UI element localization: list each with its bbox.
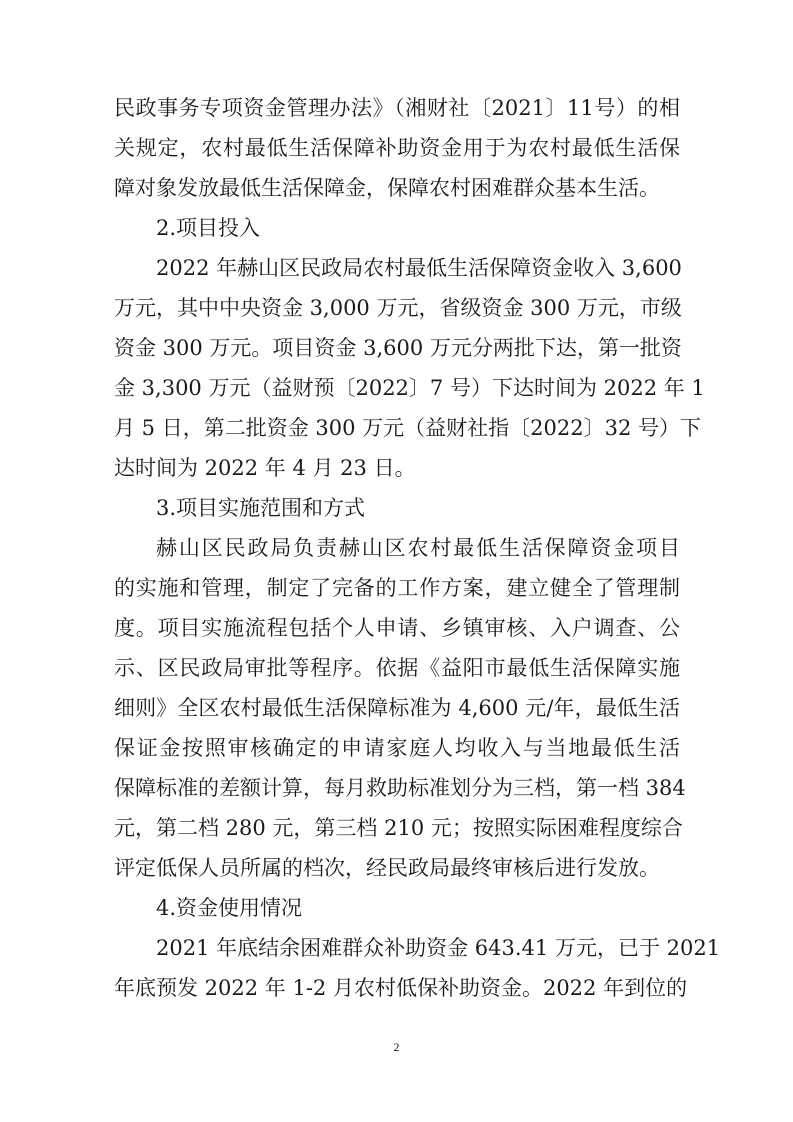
text-line: 资金 300 万元。项目资金 3,600 万元分两批下达，第一批资 bbox=[114, 336, 682, 360]
text-line: 赫山区民政局负责赫山区农村最低生活保障资金项目 bbox=[156, 536, 680, 560]
text-line: 月 5 日，第二批资金 300 万元（益财社指〔2022〕32 号）下 bbox=[114, 416, 701, 440]
text-line: 达时间为 2022 年 4 月 23 日。 bbox=[114, 456, 416, 480]
text-line: 金 3,300 万元（益财预〔2022〕7 号）下达时间为 2022 年 1 bbox=[114, 376, 705, 400]
text-line: 元，第二档 280 元，第三档 210 元；按照实际困难程度综合 bbox=[114, 816, 683, 840]
text-line: 保障标准的差额计算，每月救助标准划分为三档，第一档 384 bbox=[114, 776, 686, 800]
text-line: 2021 年底结余困难群众补助资金 643.41 万元，已于 2021 bbox=[156, 936, 721, 960]
heading-text: 2.项目投入 bbox=[156, 216, 261, 240]
text-line: 关规定，农村最低生活保障补助资金用于为农村最低生活保 bbox=[114, 136, 680, 160]
text-line: 的实施和管理，制定了完备的工作方案，建立健全了管理制 bbox=[114, 576, 680, 600]
text-line: 万元，其中中央资金 3,000 万元，省级资金 300 万元，市级 bbox=[114, 296, 682, 320]
paragraph bbox=[114, 928, 721, 1008]
paragraph bbox=[114, 248, 705, 488]
section-heading bbox=[114, 208, 680, 248]
page-number: 2 bbox=[393, 1040, 400, 1054]
paragraph bbox=[114, 88, 680, 208]
paragraph bbox=[114, 528, 686, 888]
text-line: 2022 年赫山区民政局农村最低生活保障资金收入 3,600 bbox=[156, 256, 682, 280]
text-line: 年底预发 2022 年 1-2 月农村低保补助资金。2022 年到位的 bbox=[114, 976, 688, 1000]
text-line: 障对象发放最低生活保障金，保障农村困难群众基本生活。 bbox=[114, 176, 660, 200]
document-body bbox=[114, 88, 721, 1008]
text-line: 示、区民政局审批等程序。依据《益阳市最低生活保障实施 bbox=[114, 656, 680, 680]
section-heading bbox=[114, 488, 680, 528]
text-line: 民政事务专项资金管理办法》（湘财社〔2021〕11号）的相 bbox=[114, 96, 680, 120]
text-line: 细则》全区农村最低生活保障标准为 4,600 元/年，最低生活 bbox=[114, 696, 680, 720]
text-line: 度。项目实施流程包括个人申请、乡镇审核、入户调查、公 bbox=[114, 616, 680, 640]
heading-text: 4.资金使用情况 bbox=[156, 896, 303, 920]
text-line: 评定低保人员所属的档次，经民政局最终审核后进行发放。 bbox=[114, 856, 660, 880]
text-line: 保证金按照审核确定的申请家庭人均收入与当地最低生活 bbox=[114, 736, 680, 760]
section-heading bbox=[114, 888, 680, 928]
heading-text: 3.项目实施范围和方式 bbox=[156, 496, 366, 520]
